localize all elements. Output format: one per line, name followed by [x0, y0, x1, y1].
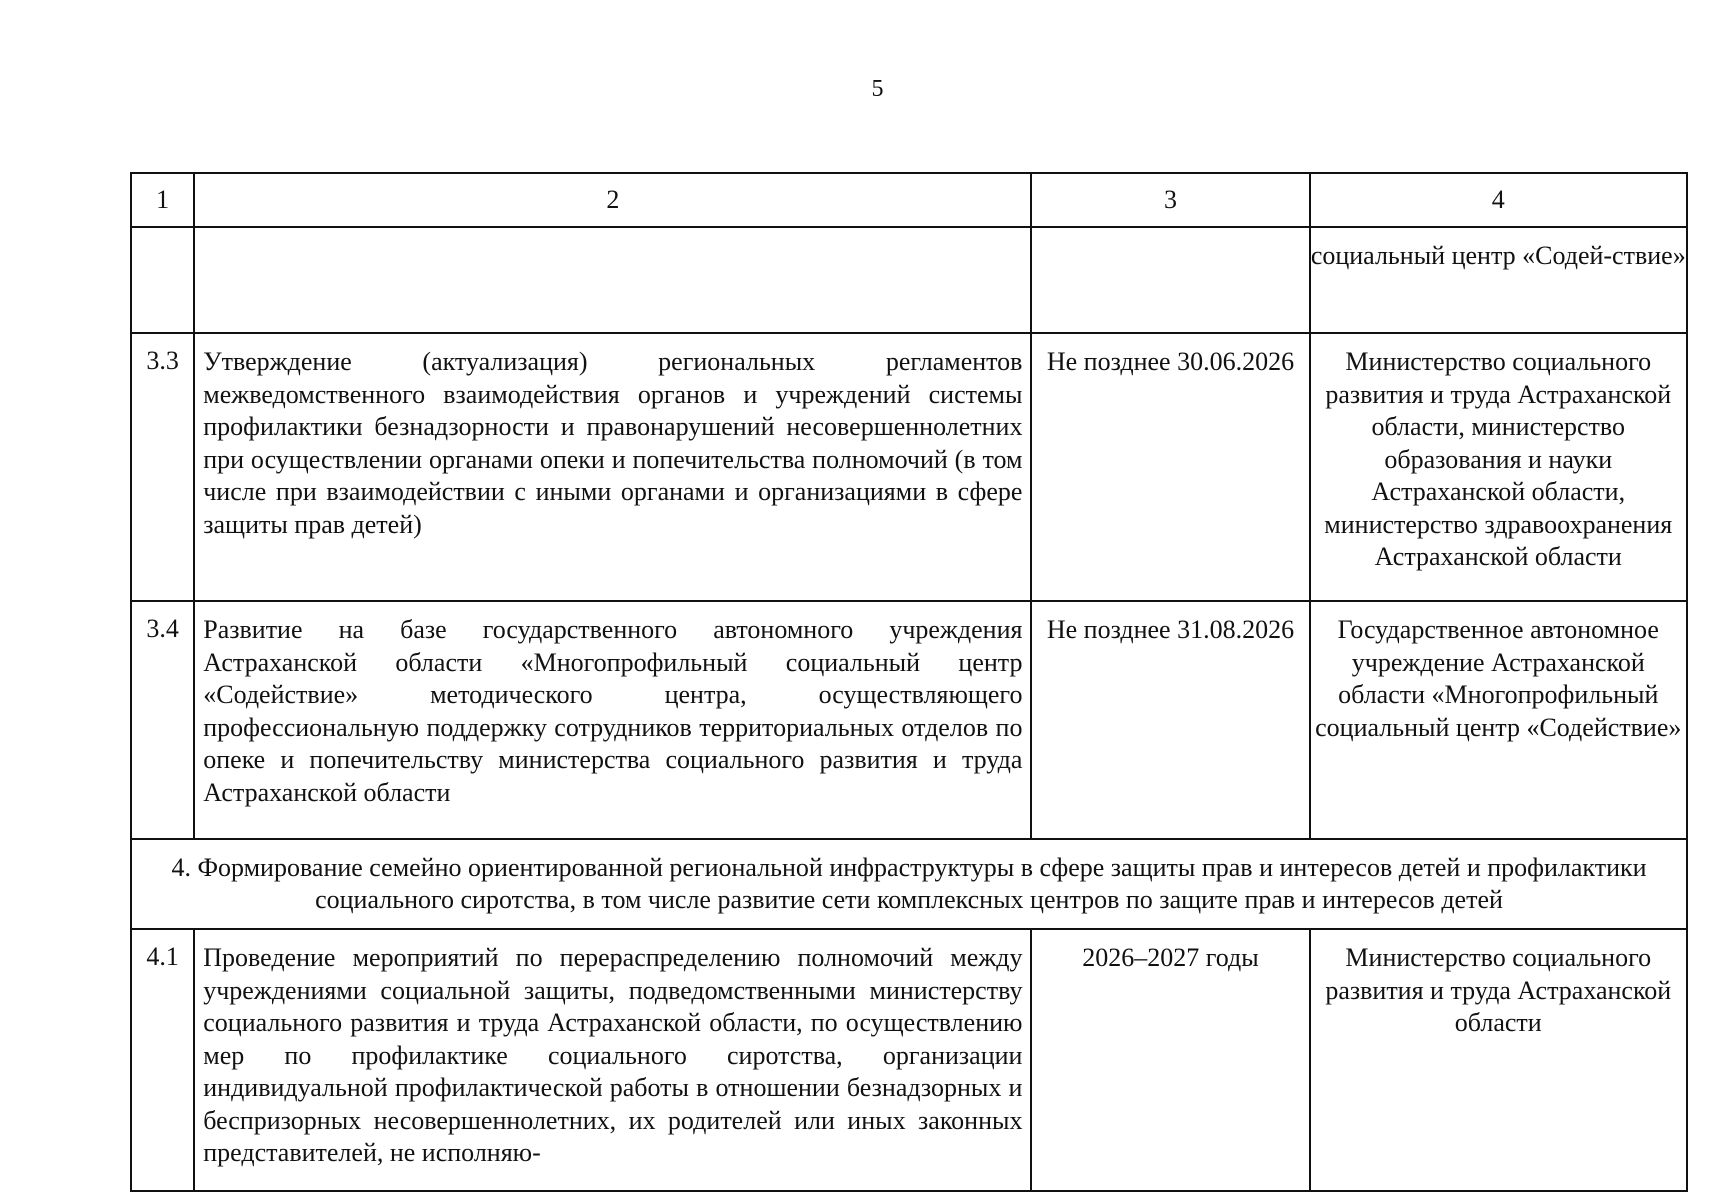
row-text: Развитие на базе государственного автономного учреждения Астраханской области «Многопрофильный социальный центр «Содействие» методического центра, осуществляющего профессиональную поддержку сотрудников территориальных отделов по опеке и попечительству министерства социального развития и труда Астраханской области	[194, 601, 1031, 839]
page-number: 5	[871, 76, 884, 102]
row-org: социальный центр «Содей-ствие»	[1310, 227, 1687, 333]
row-num: 3.3	[131, 333, 194, 601]
section-heading-row	[131, 839, 1687, 929]
row-org: Министерство социального развития и труда Астраханской области, министерство образования и науки Астраханской области, министерство здравоохранения Астраханской области	[1310, 333, 1687, 601]
table-row	[131, 333, 1687, 601]
row-text	[194, 227, 1031, 333]
row-num	[131, 227, 194, 333]
table-header-row	[131, 173, 1687, 227]
row-num: 4.1	[131, 929, 194, 1191]
section-heading: 4. Формирование семейно ориентированной региональной инфраструктуры в сфере защиты прав и интересов детей и профилактики социального сиротства, в том числе развитие сети комплексных центров по защите прав и интересов детей	[131, 839, 1687, 929]
row-date	[1031, 227, 1309, 333]
table-row	[131, 601, 1687, 839]
table-row	[131, 227, 1687, 333]
row-num: 3.4	[131, 601, 194, 839]
header-col-1: 1	[131, 173, 194, 227]
row-text: Проведение мероприятий по перераспределению полномочий между учреждениями социальной защиты, подведомственными министерству социального развития и труда Астраханской области, по осуществлению мер по профилактике социального сиротства, организации индивидуальной профилактической работы в отношении безнадзорных и беспризорных несовершеннолетних, их родителей или иных законных представителей, не исполняю-	[194, 929, 1031, 1191]
plan-table	[130, 172, 1688, 1192]
row-org: Министерство социального развития и труда Астраханской области	[1310, 929, 1687, 1191]
header-col-2: 2	[194, 173, 1031, 227]
row-date: Не позднее 31.08.2026	[1031, 601, 1309, 839]
row-date: Не позднее 30.06.2026	[1031, 333, 1309, 601]
row-org: Государственное автономное учреждение Астраханской области «Многопрофильный социальный центр «Содействие»	[1310, 601, 1687, 839]
row-text: Утверждение (актуализация) региональных регламентов межведомственного взаимодействия органов и учреждений системы профилактики безнадзорности и правонарушений несовершеннолетних при осуществлении органами опеки и попечительства полномочий (в том числе при взаимодействии с иными органами и организациями в сфере защиты прав детей)	[194, 333, 1031, 601]
header-col-4: 4	[1310, 173, 1687, 227]
header-col-3: 3	[1031, 173, 1309, 227]
table-row	[131, 929, 1687, 1191]
row-date: 2026–2027 годы	[1031, 929, 1309, 1191]
